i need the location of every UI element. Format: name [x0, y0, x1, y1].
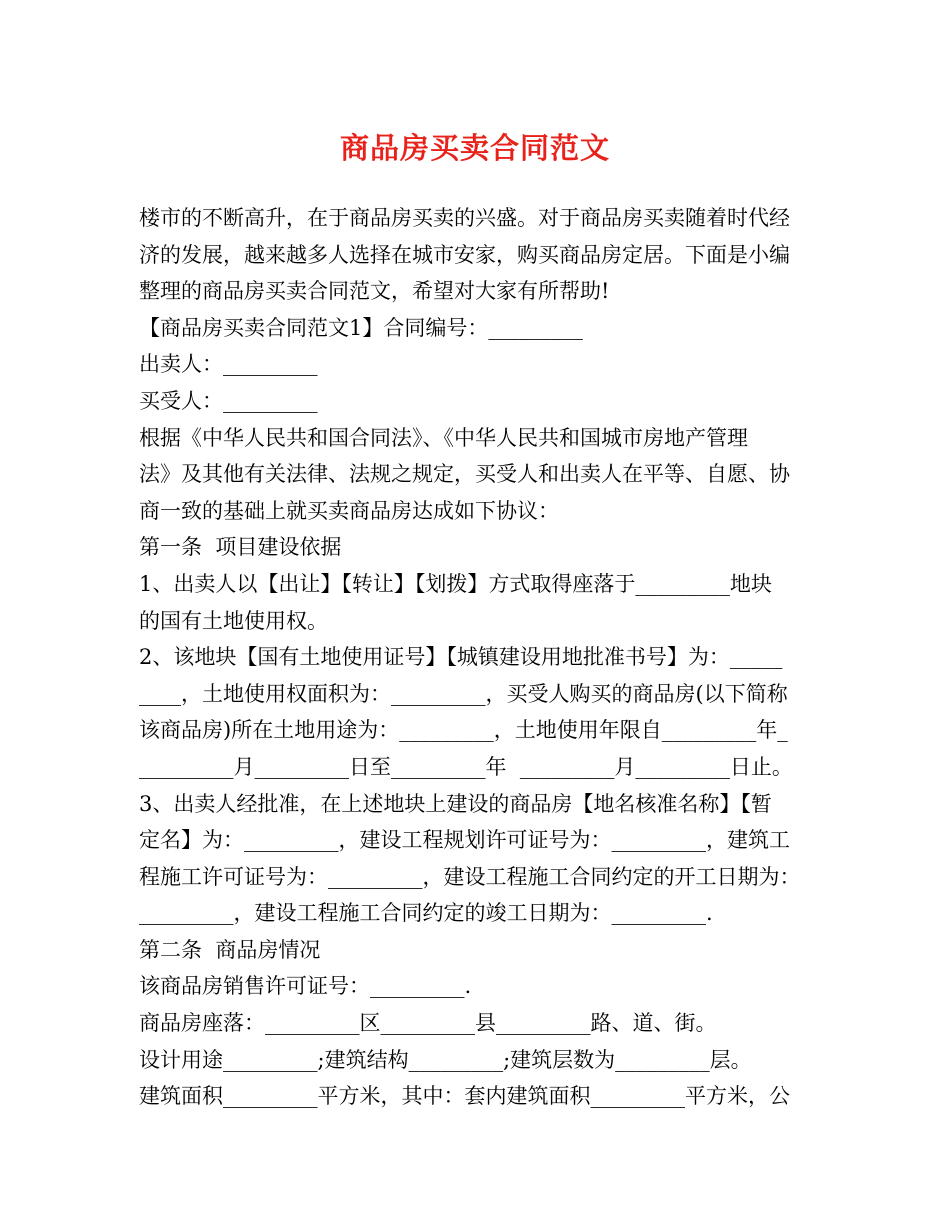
document-line: 程施工许可证号为：_________，建设工程施工合同约定的开工日期为：	[139, 864, 801, 889]
document-line: 济的发展，越来越多人选择在城市安家，购买商品房定居。下面是小编	[139, 242, 790, 267]
document-line: 3、出卖人经批准，在上述地块上建设的商品房【地名核准名称】【暂	[139, 791, 772, 816]
document-line: _________，建设工程施工合同约定的竣工日期为：_________.	[139, 901, 713, 926]
document-line: 第二条 商品房情况	[139, 937, 321, 962]
document-line: 商一致的基础上就买卖商品房达成如下协议：	[139, 498, 559, 523]
document-line: 1、出卖人以【出让】【转让】【划拨】方式取得座落于_________地块	[139, 571, 772, 596]
document-line: 根据《中华人民共和国合同法》、《中华人民共和国城市房地产管理	[139, 425, 748, 450]
document-line: 买受人：_________	[139, 388, 318, 413]
document-line: 【商品房买卖合同范文1】合同编号：_________	[139, 315, 583, 340]
document-line: 商品房座落：_________区_________县_________路、道、街。	[139, 1011, 717, 1036]
document-line: 整理的商品房买卖合同范文，希望对大家有所帮助!	[139, 279, 610, 304]
document-line: 的国有土地使用权。	[139, 608, 328, 633]
document-line: 该商品房)所在土地用途为：_________，土地使用年限自_________年_	[139, 718, 788, 743]
document-line: 第一条 项目建设依据	[139, 535, 342, 560]
document-line: 出卖人：_________	[139, 352, 318, 377]
document-line: 该商品房销售许可证号：_________.	[139, 974, 472, 999]
document-line: 2、该地块【国有土地使用证号】【城镇建设用地批准书号】为：_____	[139, 645, 783, 670]
document-line: 设计用途_________;建筑结构_________;建筑层数为_________层。	[139, 1047, 752, 1072]
document-line: _________月_________日至_________年 _________月_________日止。	[139, 754, 793, 779]
document-line: 建筑面积_________平方米，其中：套内建筑面积_________平方米，公	[139, 1084, 790, 1109]
document-line: ____，土地使用权面积为：_________，买受人购买的商品房(以下简称	[139, 681, 788, 706]
document-line: 定名】为：_________，建设工程规划许可证号为：_________，建筑工	[139, 828, 790, 853]
document-line: 法》及其他有关法律、法规之规定，买受人和出卖人在平等、自愿、协	[139, 462, 790, 487]
document-body	[139, 200, 819, 1115]
document-title: 商品房买卖合同范文	[339, 131, 610, 165]
document-line: 楼市的不断高升，在于商品房买卖的兴盛。对于商品房买卖随着时代经	[139, 206, 790, 230]
